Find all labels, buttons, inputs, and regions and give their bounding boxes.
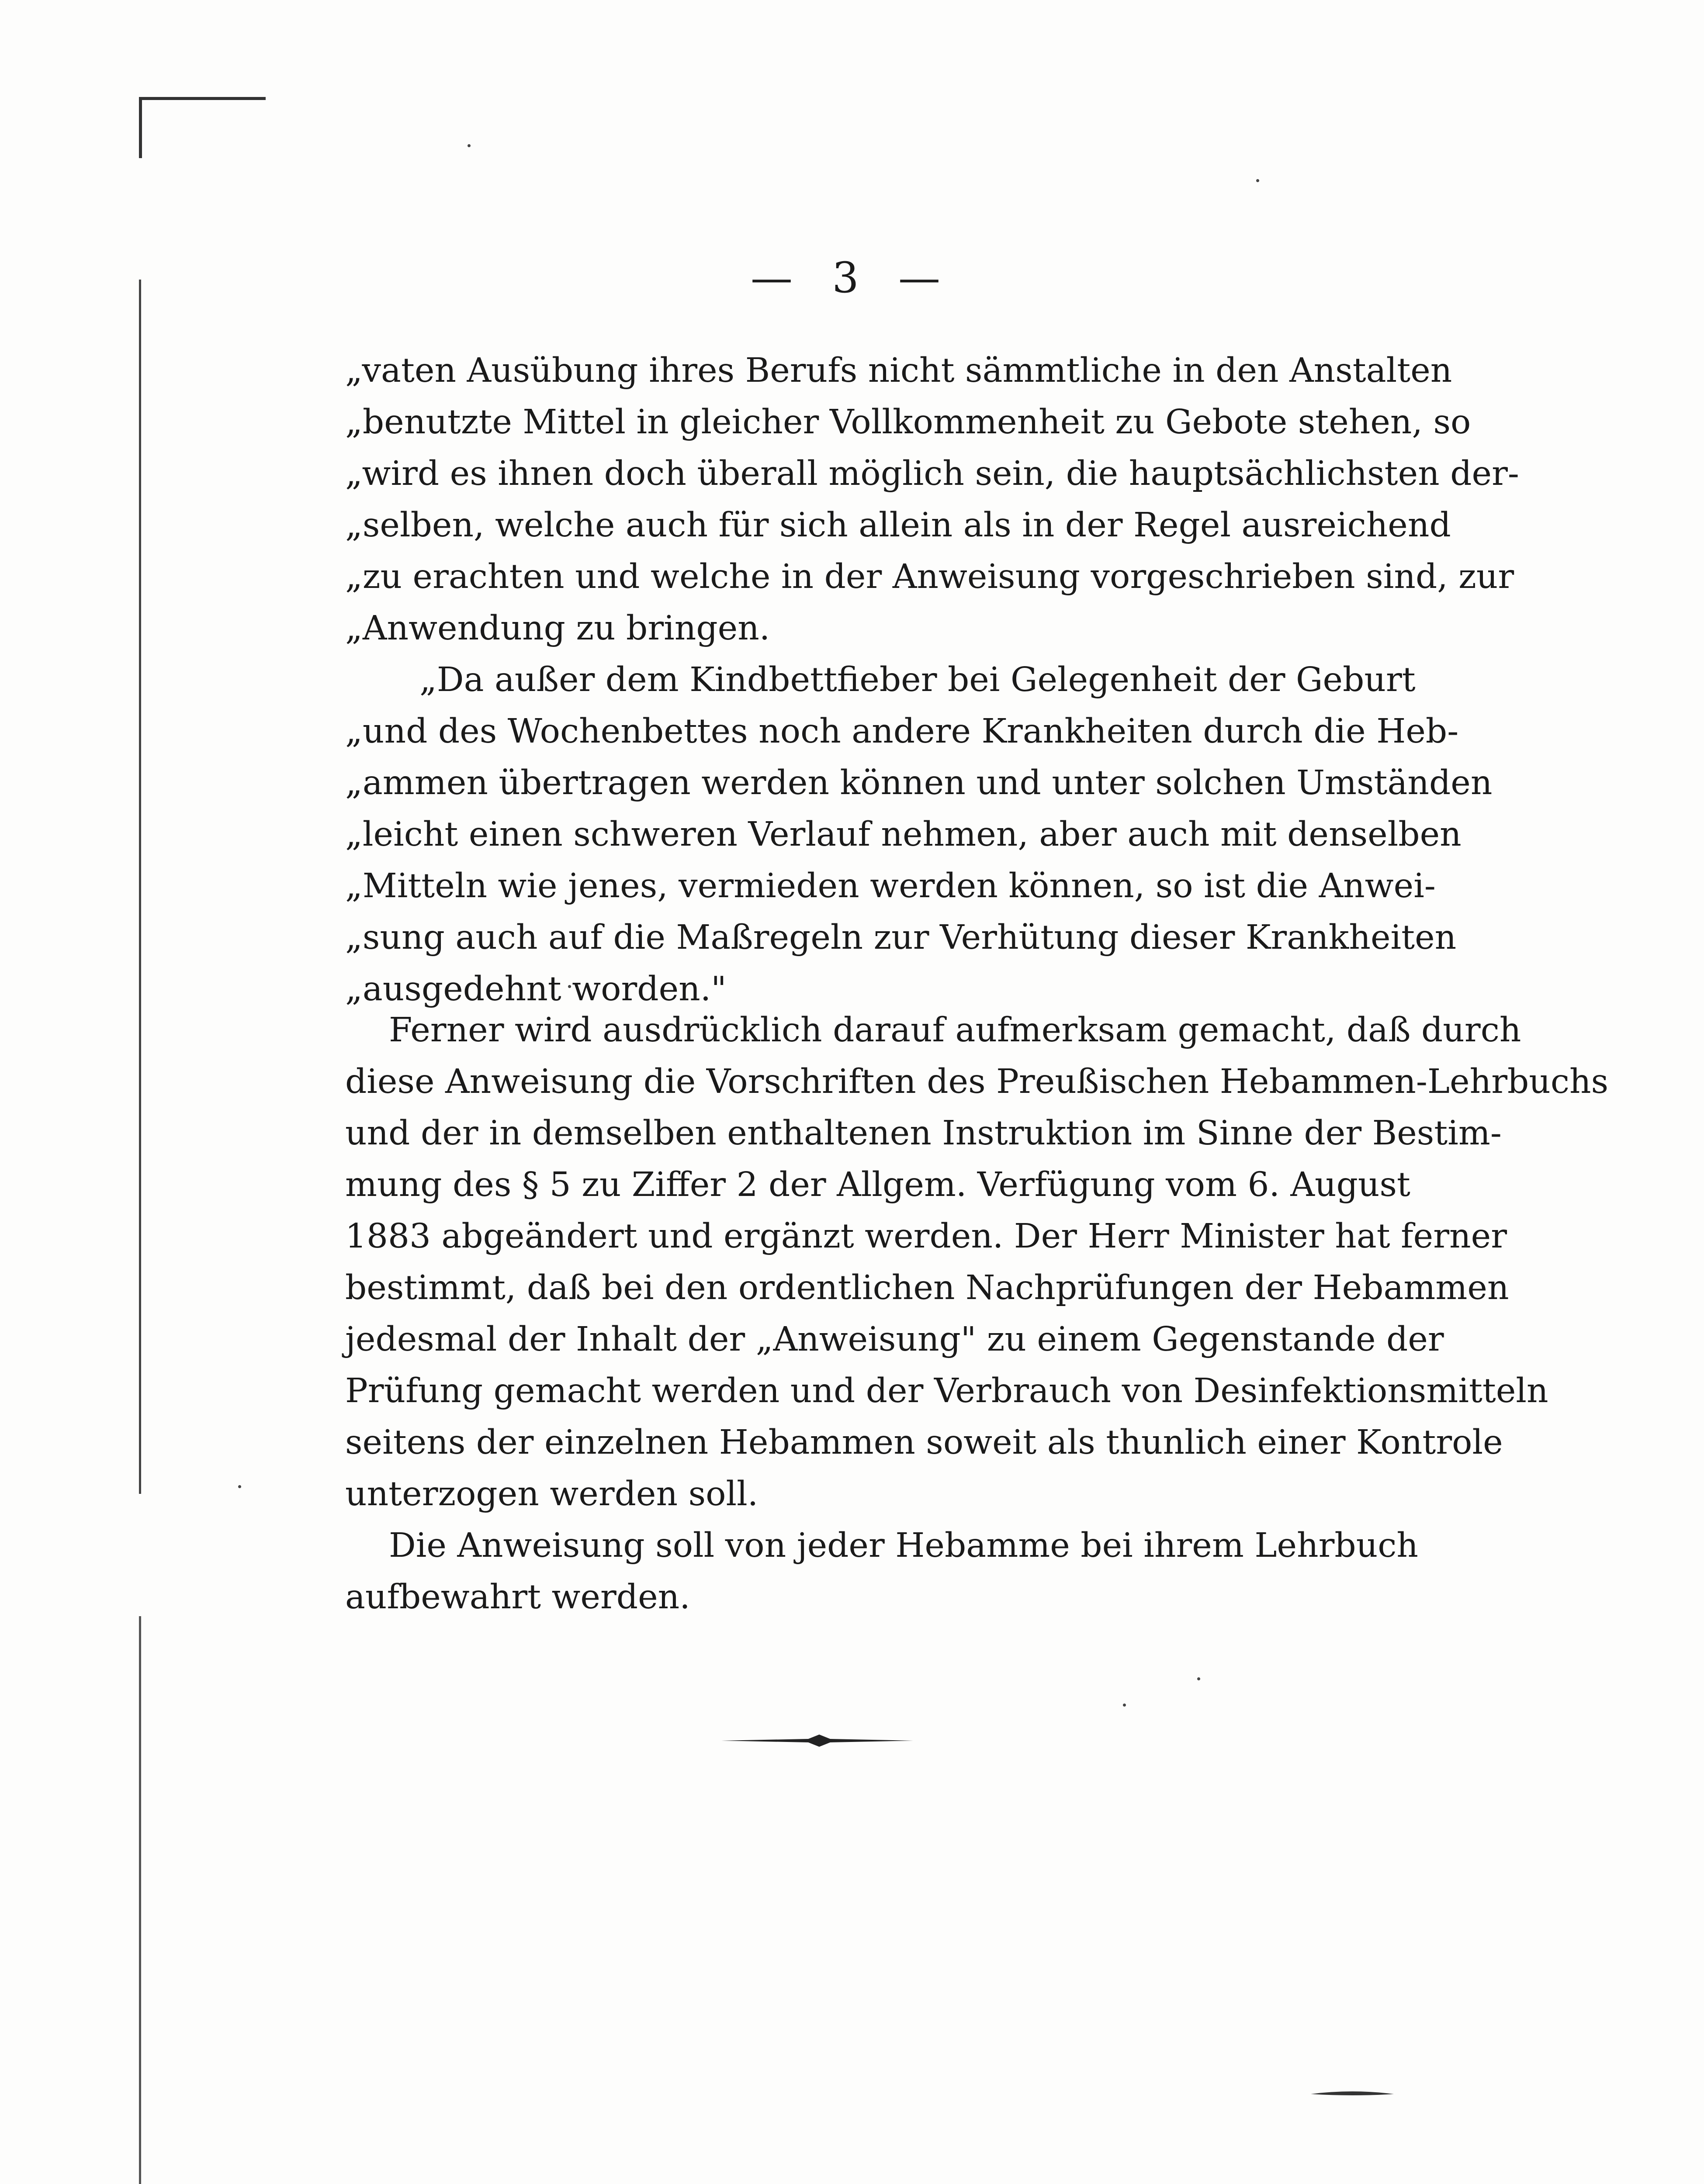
ornament-divider — [721, 1732, 913, 1749]
text-line: „ausgedehnt worden." — [345, 970, 727, 1009]
text-line: „wird es ihnen doch überall möglich sein, die hauptsächlichsten der- — [345, 454, 1519, 493]
text-line: aufbewahrt werden. — [345, 1578, 690, 1617]
text-line: „ammen übertragen werden können und unter solchen Umständen — [345, 764, 1493, 802]
text-line: „und des Wochenbettes noch andere Krankheiten durch die Heb- — [345, 712, 1459, 751]
text-line: seitens der einzelnen Hebammen soweit als thunlich einer Kontrole — [345, 1423, 1503, 1462]
text-line: „sung auch auf die Maßregeln zur Verhütung dieser Krankheiten — [345, 918, 1457, 957]
quoted-passage — [345, 345, 1519, 1015]
scan-edge-line — [139, 280, 141, 1494]
scan-speck — [468, 144, 471, 147]
scan-speck — [1256, 179, 1259, 182]
text-line: und der in demselben enthaltenen Instruktion im Sinne der Bestim- — [345, 1114, 1502, 1153]
scan-corner-mark — [139, 97, 266, 100]
text-line: bestimmt, daß bei den ordentlichen Nachprüfungen der Hebammen — [345, 1268, 1509, 1307]
scan-corner-mark-vertical — [139, 97, 142, 158]
text-line: 1883 abgeändert und ergänzt werden. Der Herr Minister hat ferner — [345, 1217, 1507, 1256]
text-line: jedesmal der Inhalt der „Anweisung" zu einem Gegenstande der — [345, 1320, 1444, 1359]
text-line: Ferner wird ausdrücklich darauf aufmerksam gemacht, daß durch — [389, 1011, 1521, 1050]
scan-dash-mark — [1311, 2088, 1394, 2098]
text-line: „Mitteln wie jenes, vermieden werden können, so ist die Anwei- — [345, 867, 1436, 905]
text-line: „selben, welche auch für sich allein als in der Regel ausreichend — [345, 506, 1451, 545]
text-line: „leicht einen schweren Verlauf nehmen, aber auch mit denselben — [345, 815, 1462, 854]
scan-speck — [238, 1485, 241, 1488]
text-line: Prüfung gemacht werden und der Verbrauch von Desinfektionsmitteln — [345, 1372, 1548, 1410]
scan-speck — [1123, 1704, 1126, 1707]
text-line: „benutzte Mittel in gleicher Vollkommenheit zu Gebote stehen, so — [345, 403, 1471, 442]
text-line: „zu erachten und welche in der Anweisung vorgeschrieben sind, zur — [345, 557, 1514, 596]
scan-edge-line-lower — [139, 1616, 141, 2184]
text-line: „Da außer dem Kindbettfieber bei Gelegenheit der Geburt — [419, 660, 1416, 699]
body-paragraphs — [345, 1005, 1609, 1623]
text-line: Die Anweisung soll von jeder Hebamme bei ihrem Lehrbuch — [389, 1526, 1419, 1565]
scan-speck — [1197, 1677, 1200, 1680]
text-line: „Anwendung zu bringen. — [345, 609, 770, 648]
text-line: mung des § 5 zu Ziffer 2 der Allgem. Verfügung vom 6. August — [345, 1165, 1410, 1204]
text-line: diese Anweisung die Vorschriften des Preußischen Hebammen-Lehrbuchs — [345, 1062, 1609, 1101]
text-line: unterzogen werden soll. — [345, 1475, 758, 1514]
text-line: „vaten Ausübung ihres Berufs nicht sämmtliche in den Anstalten — [345, 351, 1452, 390]
page-number: — 3 — — [750, 253, 954, 302]
